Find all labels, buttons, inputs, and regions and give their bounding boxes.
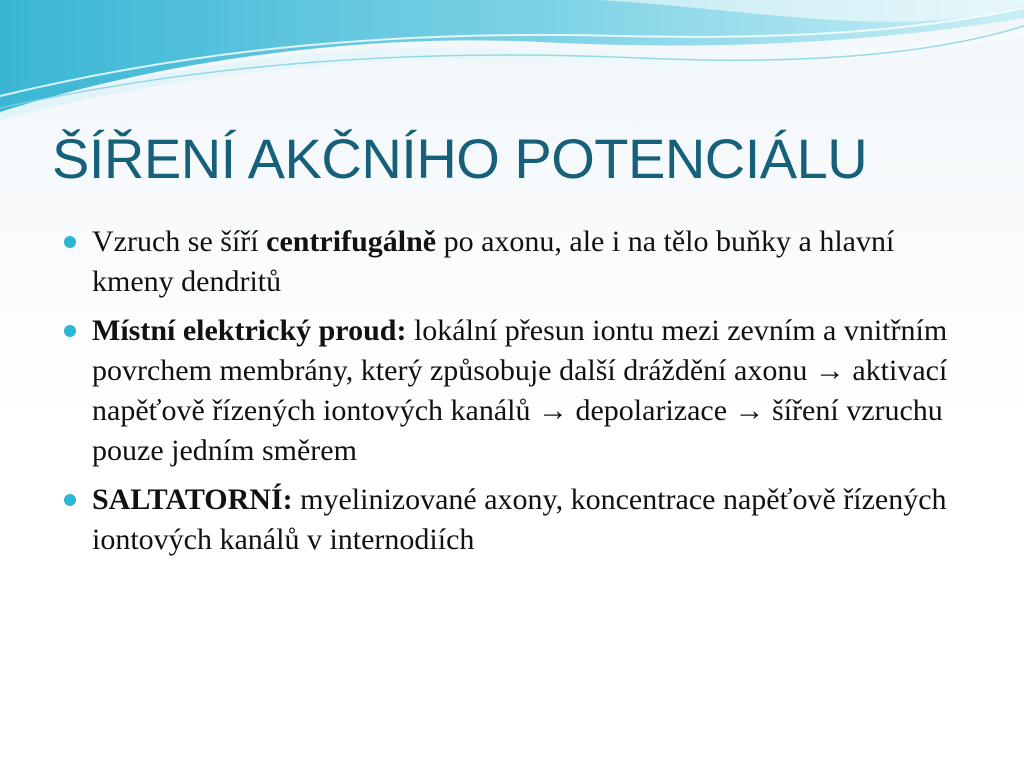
bullet-dot-icon [64, 494, 76, 506]
bullet-item [64, 480, 954, 560]
slide-title: ŠÍŘENÍ AKČNÍHO POTENCIÁLU [52, 127, 868, 190]
bullet-text-rest: lokální přesun iontu mezi zevním a vnitřním povrchem membrány, který způsobuje další dráždění axonu → aktivací napěťově řízených iontových kanálů → depolarizace → šíření vzruchu pouze jedním směrem [92, 314, 948, 467]
bullet-item [64, 222, 954, 302]
bullet-text-bold: Místní elektrický proud: [92, 314, 407, 347]
bullet-text-rest: myelinizované axony, koncentrace napěťově řízených iontových kanálů v internodiích [92, 483, 947, 556]
header-wave-decoration [0, 0, 1024, 130]
bullet-dot-icon [64, 325, 76, 337]
bullet-item [64, 311, 954, 471]
bullet-text-rest: po axonu, ale i na tělo buňky a hlavní kmeny dendritů [92, 225, 895, 298]
bullet-text-bold: SALTATORNÍ: [92, 483, 293, 516]
bullet-list [64, 222, 954, 569]
bullet-text-lead: Vzruch se šíří [92, 225, 267, 258]
bullet-dot-icon [64, 236, 76, 248]
bullet-text-bold: centrifugálně [266, 225, 437, 258]
